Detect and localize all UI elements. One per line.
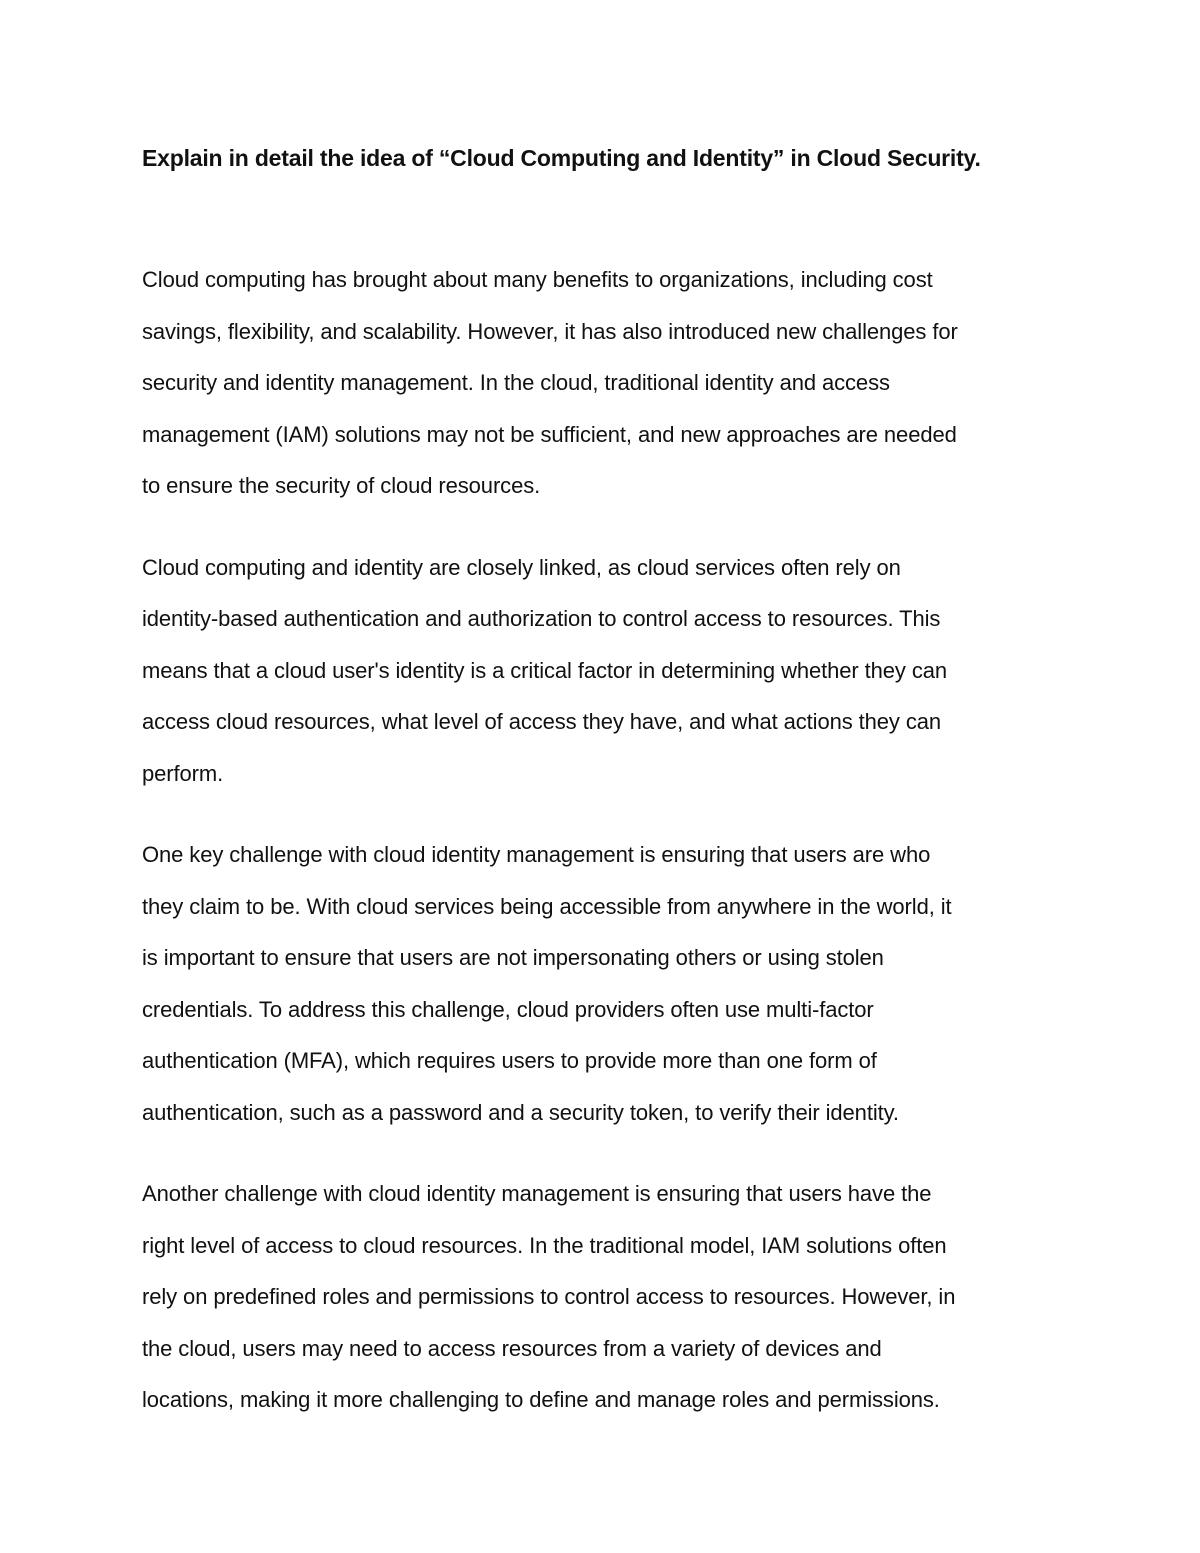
document-content <box>142 140 1082 1426</box>
paragraph-identity-link: Cloud computing and identity are closely linked, as cloud services often rely on identity-based authentication and authorization to control access to resources. This means that a cloud user's identity is a critical factor in determining whether they can access cloud resources, what level of access they have, and what actions they can perform. <box>142 554 948 786</box>
paragraph-access-level-challenge: Another challenge with cloud identity management is ensuring that users have the right level of access to cloud resources. In the traditional model, IAM solutions often rely on predefined roles and permissions to control access to resources. However, in the cloud, users may need to access resources from a variety of devices and locations, making it more challenging to define and manage roles and permissions. <box>142 1181 956 1412</box>
paragraph-introduction: Cloud computing has brought about many benefits to organizations, including cost savings, flexibility, and scalability. However, it has also introduced new challenges for security and identity management. In the cloud, traditional identity and access management (IAM) solutions may not be sufficient, and new approaches are needed to ensure the security of cloud resources. <box>142 267 958 498</box>
paragraph-authentication-challenge: One key challenge with cloud identity management is ensuring that users are who they claim to be. With cloud services being accessible from anywhere in the world, it is important to ensure that users are not impersonating others or using stolen credentials. To address this challenge, cloud providers often use multi-factor authentication (MFA), which requires users to provide more than one form of authentication, such as a password and a security token, to verify their identity. <box>142 842 952 1125</box>
document-title: Explain in detail the idea of “Cloud Computing and Identity” in Cloud Security. <box>142 145 981 171</box>
